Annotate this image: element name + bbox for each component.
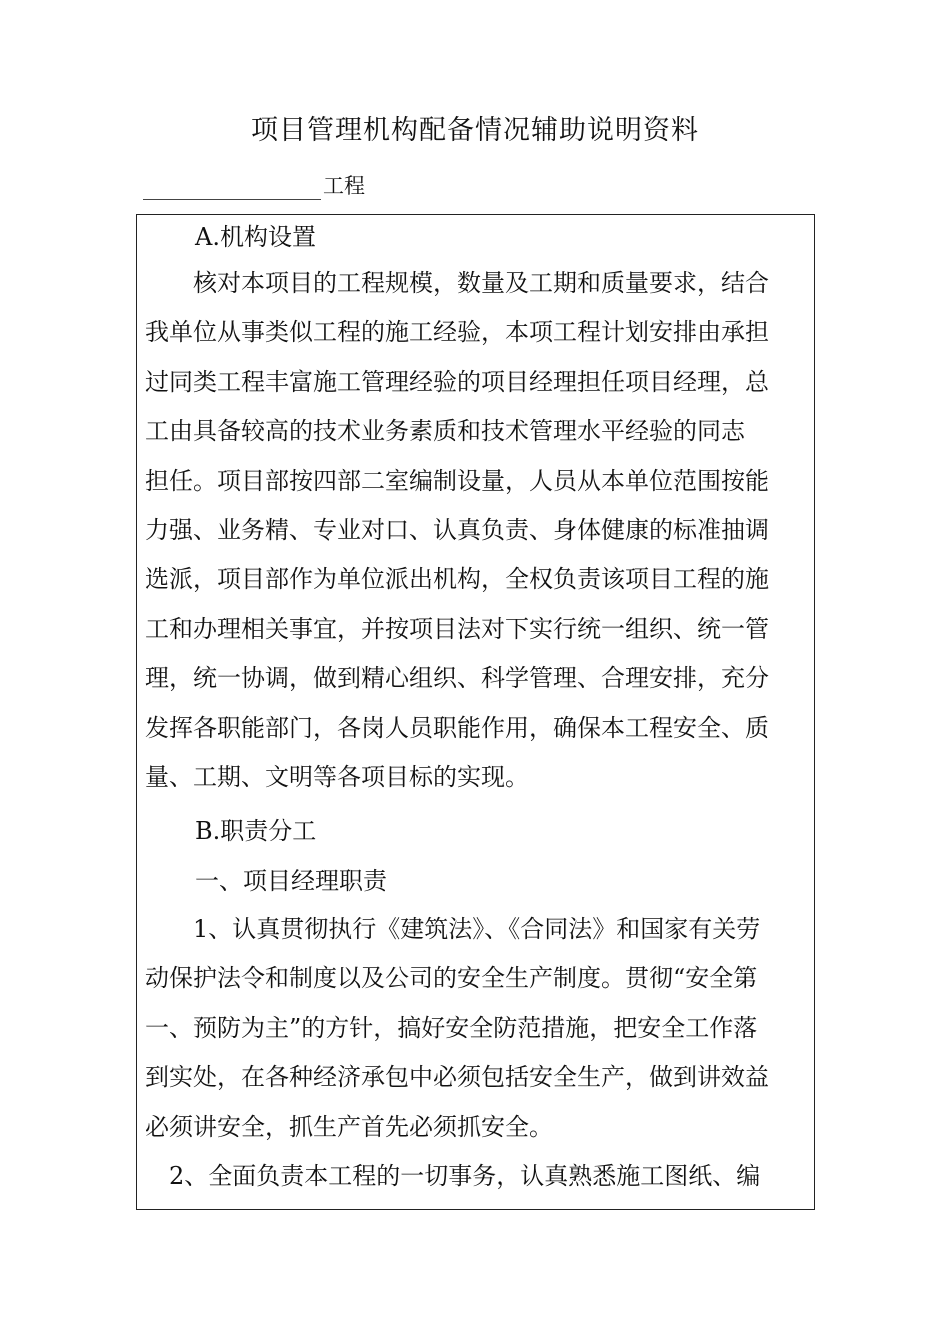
section-b-line: 动保护法令和制度以及公司的安全生产制度。贯彻“安全第 bbox=[145, 964, 758, 993]
section-a-line: 核对本项目的工程规模，数量及工期和质量要求，结合 bbox=[145, 269, 769, 297]
section-b-line: 1、认真贯彻执行《建筑法》、《合同法》和国家有关劳 bbox=[145, 915, 761, 943]
section-a-line: 力强、业务精、专业对口、认真负责、身体健康的标准抽调 bbox=[145, 515, 769, 544]
section-b-line: 必须讲安全，抓生产首先必须抓安全。 bbox=[145, 1112, 553, 1141]
section-a-line: 过同类工程丰富施工管理经验的项目经理担任项目经理，总 bbox=[145, 367, 769, 396]
section-a-heading: A.机构设置 bbox=[195, 223, 316, 251]
document-title: 项目管理机构配备情况辅助说明资料 bbox=[251, 115, 699, 146]
section-a-line: 发挥各职能部门，各岗人员职能作用，确保本工程安全、质 bbox=[145, 713, 769, 742]
project-name-line bbox=[143, 172, 365, 200]
section-a-line: 量、工期、文明等各项目标的实现。 bbox=[145, 762, 529, 791]
project-suffix: 工程 bbox=[323, 174, 365, 198]
section-a-body bbox=[145, 259, 835, 802]
section-a-line: 担任。项目部按四部二室编制设量，人员从本单位范围按能 bbox=[145, 466, 769, 495]
section-b-line: 一、预防为主”的方针，搞好安全防范措施，把安全工作落 bbox=[145, 1013, 758, 1042]
section-a-line: 工由具备较高的技术业务素质和技术管理水平经验的同志 bbox=[145, 417, 745, 446]
project-name-blank bbox=[143, 177, 321, 200]
section-b-heading: B.职责分工 bbox=[195, 817, 317, 845]
section-a-line: 选派，项目部作为单位派出机构，全权负责该项目工程的施 bbox=[145, 565, 769, 594]
section-a-line: 我单位从事类似工程的施工经验，本项工程计划安排由承担 bbox=[145, 318, 769, 347]
section-b-line: 到实处，在各种经济承包中必须包括安全生产，做到讲效益 bbox=[145, 1063, 769, 1092]
section-b-subheading: 一、项目经理职责 bbox=[195, 867, 387, 895]
section-b-line: 2、全面负责本工程的一切事务，认真熟悉施工图纸、编 bbox=[145, 1161, 761, 1190]
content-box bbox=[136, 214, 815, 1210]
section-b-body bbox=[145, 905, 835, 1201]
section-a-line: 理，统一协调，做到精心组织、科学管理、合理安排，充分 bbox=[145, 664, 769, 693]
section-a-line: 工和办理相关事宜，并按项目法对下实行统一组织、统一管 bbox=[145, 614, 769, 643]
